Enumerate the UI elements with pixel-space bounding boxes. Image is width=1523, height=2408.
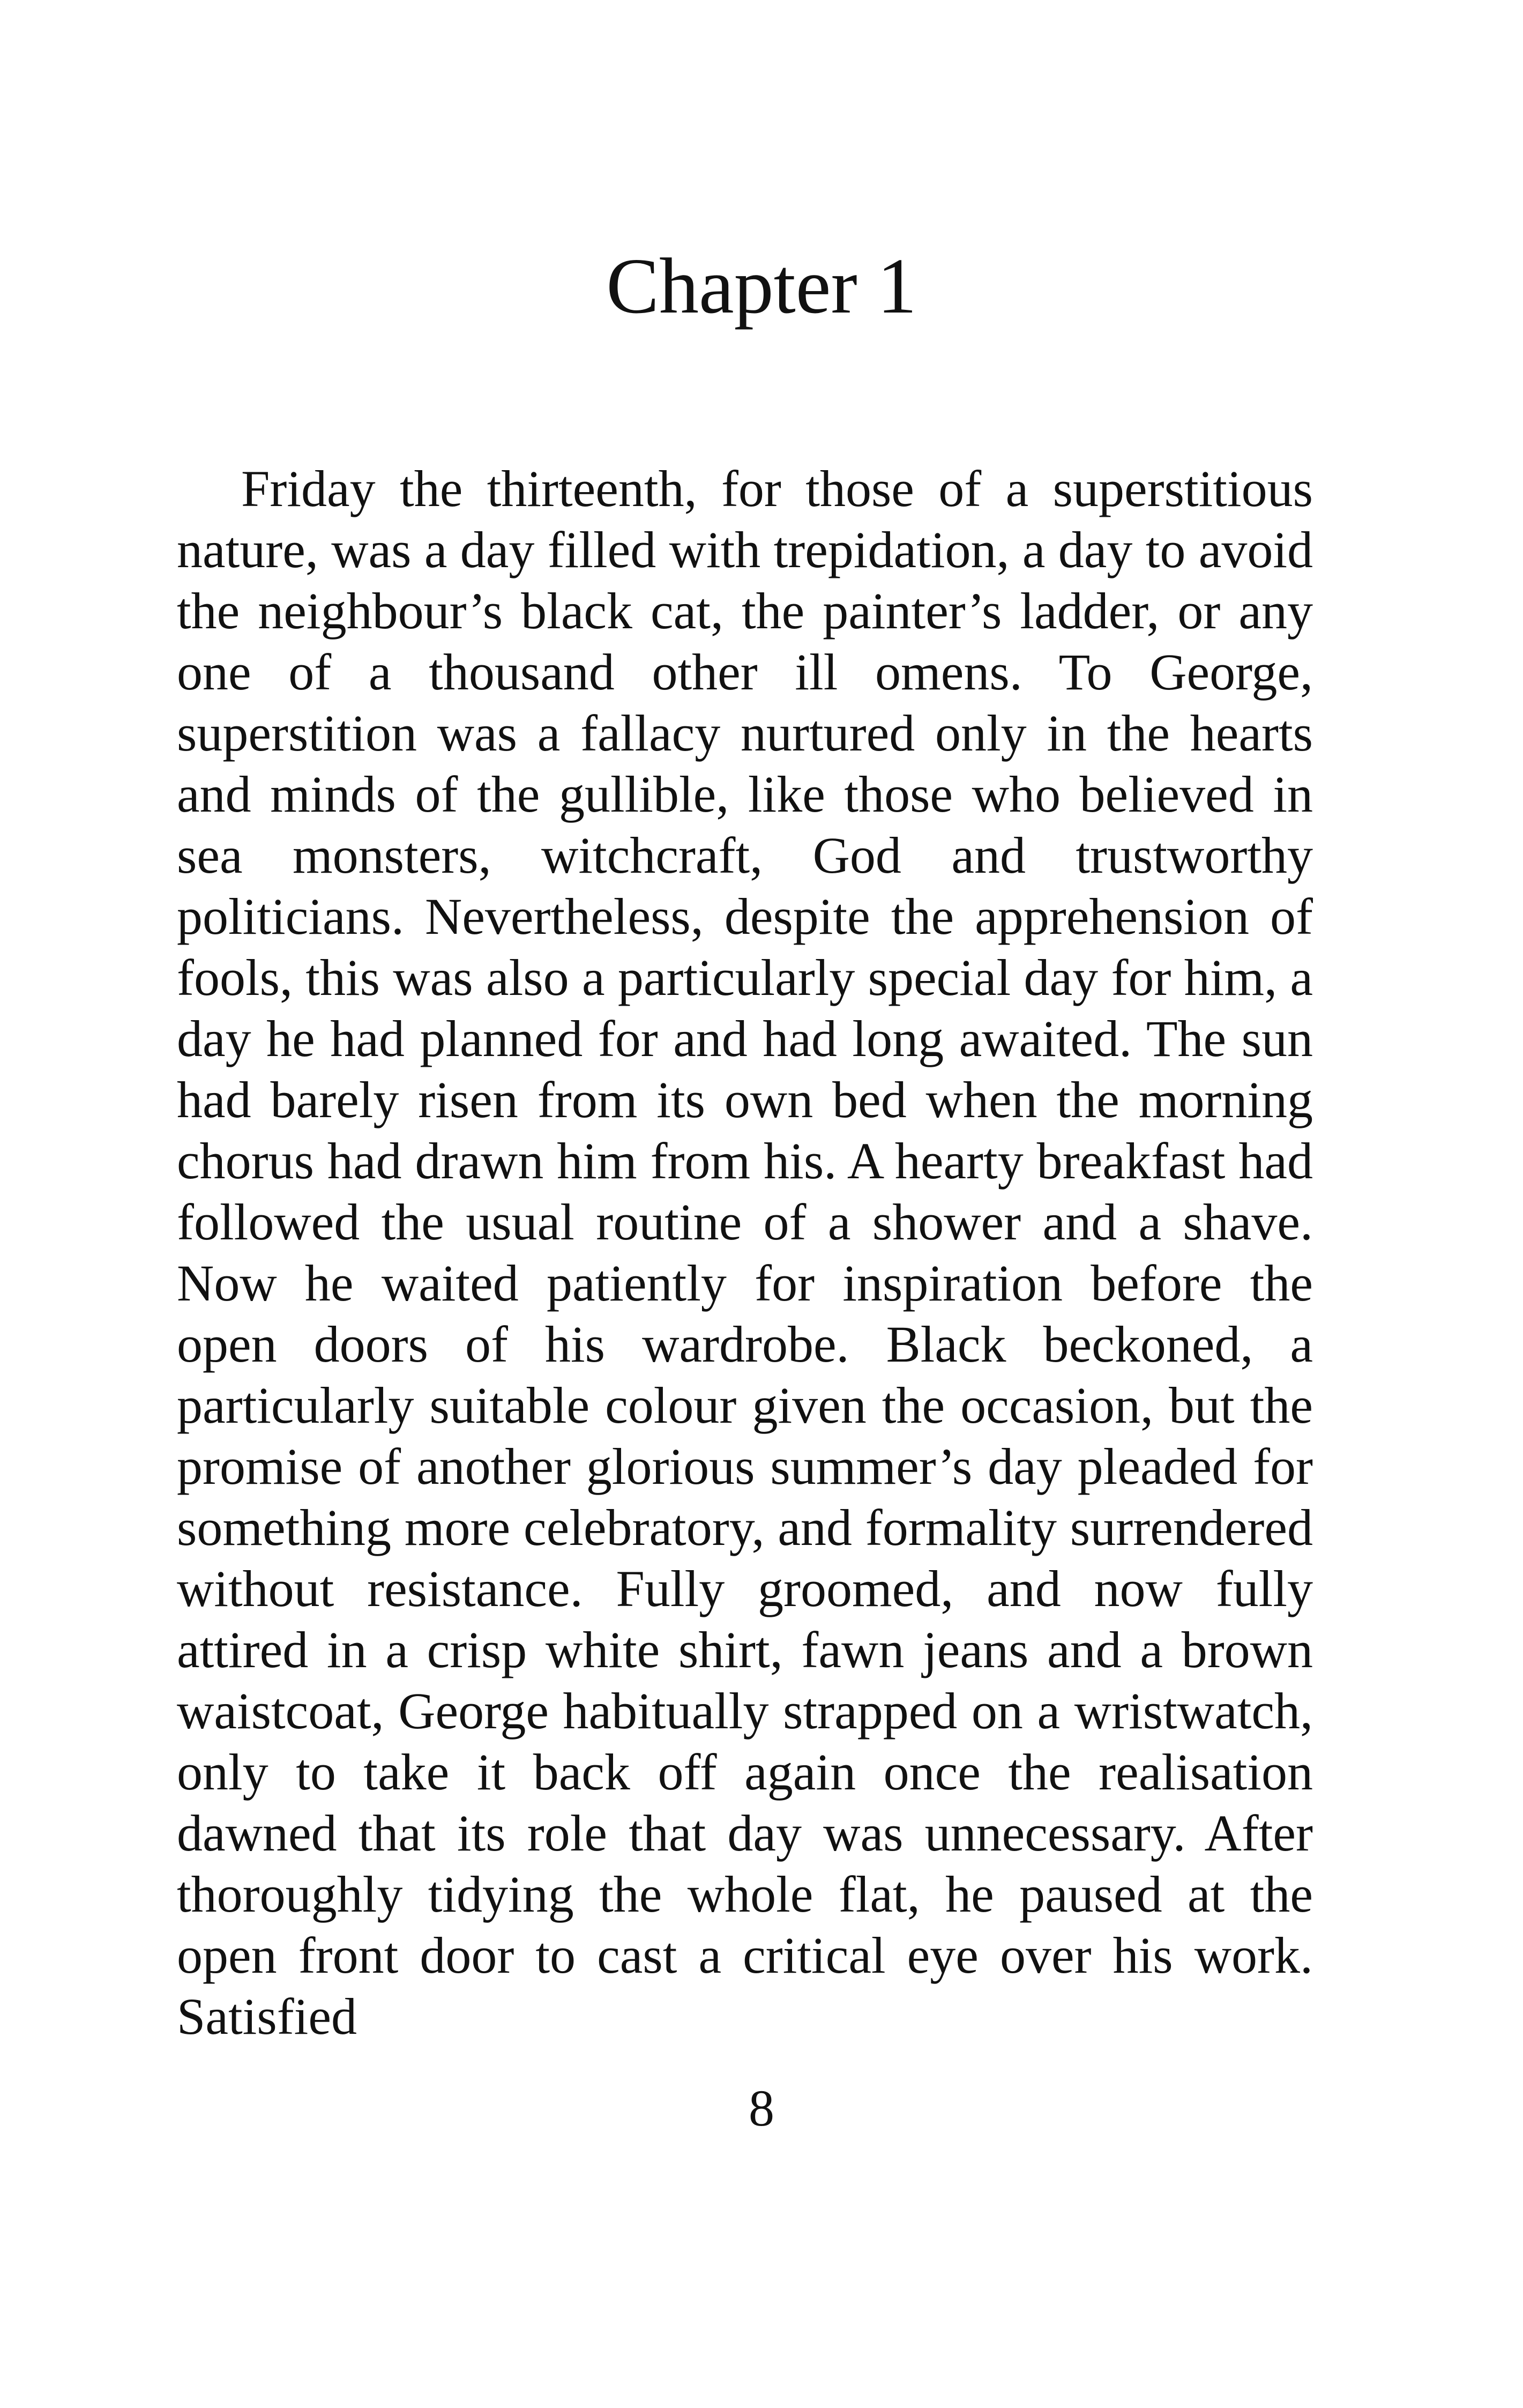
body-paragraph: Friday the thirteenth, for those of a superstitious nature, was a day filled with trepidation, a day to avoid the neighbour’s black cat, the painter’s ladder, or any one of a thousand other ill omens. To George, superstition was a fallacy nurtured only in the hearts and minds of the gullible, like those who believed in sea monsters, witchcraft, God and trustworthy politicians. Nevertheless, despite the apprehension of fools, this was also a particularly special day for him, a day he had planned for and had long awaited. The sun had barely risen from its own bed when the morning chorus had drawn him from his. A hearty breakfast had followed the usual routine of a shower and a shave. Now he waited patiently for inspiration before the open doors of his wardrobe. Black beckoned, a particularly suitable colour given the occasion, but the promise of another glorious summer’s day pleaded for something more celebratory, and formality surrendered without resistance. Fully groomed, and now fully attired in a crisp white shirt, fawn jeans and a brown waistcoat, George habitually strapped on a wristwatch, only to take it back off again once the realisation dawned that its role that day was unnecessary. After thoroughly tidying the whole flat, he paused at the open front door to cast a critical eye over his work. Satisfied: [177, 460, 1313, 2045]
chapter-title: Chapter 1: [606, 242, 917, 330]
page-number: 8: [749, 2079, 774, 2137]
